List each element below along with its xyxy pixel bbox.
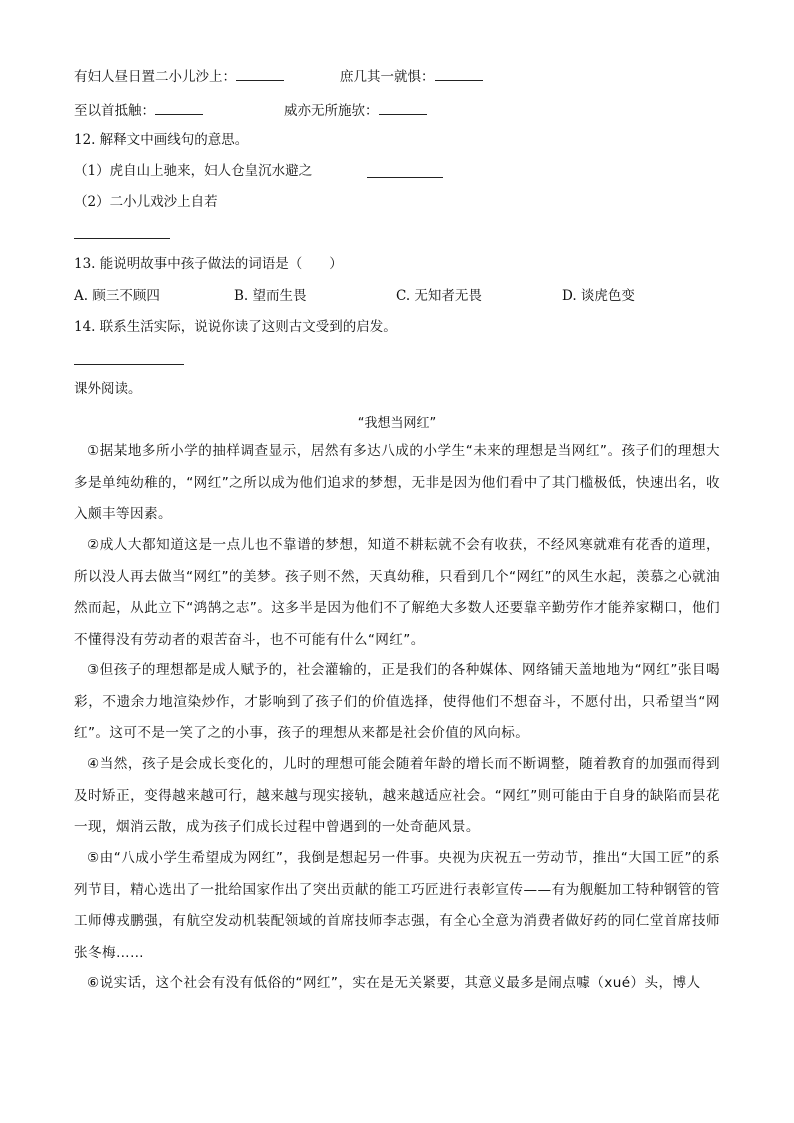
q12-sentence-2: （2）二小儿戏沙上自若 [74,194,218,210]
q12-answer-line-2[interactable] [74,238,170,239]
q13-option-b[interactable]: B. 望而生畏 [234,288,307,304]
q13-option-d[interactable]: D. 谈虎色变 [562,288,635,304]
q14-answer-line[interactable] [74,364,184,365]
answer-blank[interactable] [236,66,284,81]
q11-item-3 [74,100,203,120]
q11-item-2-text: 庶几其一就惧： [340,69,435,85]
q11-item-1-text: 有妇人昼日置二小儿沙上： [74,69,236,85]
q13-option-a[interactable]: A. 顾三不顾四 [74,288,160,304]
q11-item-2 [340,66,483,86]
q13-option-c[interactable]: C. 无知者无畏 [396,288,482,304]
q11-item-1 [74,66,284,86]
q11-item-4-text: 威亦无所施欤： [284,103,379,119]
q11-item-3-text: 至以首抵触： [74,103,155,119]
q11-item-4 [284,100,427,120]
answer-blank[interactable] [155,100,203,115]
article-paragraph-5: ⑤由“八成小学生希望成为网红”，我倒是想起另一件事。央视为庆祝五一劳动节，推出“大国工匠”的系列节目，精心选出了一批给国家作出了突出贡献的能工巧匠进行表彰宣传——有为舰艇加工特种钢管的管工师傅戎鹏强，有航空发动机装配领域的首席技师李志强，有全心全意为消费者做好药的同仁堂首席技师张冬梅…… [74,850,720,961]
q12-answer-line-1[interactable] [367,177,443,178]
q12-sentence-1: （1）虎自山上驰来，妇人仓皇沉水避之 [74,163,313,179]
q13-prompt: 13. 能说明故事中孩子做法的词语是（ ） [74,256,343,272]
article-paragraph-1: ①据某地多所小学的抽样调查显示，居然有多达八成的小学生“未来的理想是当网红”。孩子们的理想大多是单纯幼稚的，“网红”之所以成为他们追求的梦想，无非是因为他们看中了其门槛极低，快速出名，收入颇丰等因素。 [74,443,720,523]
q14-prompt: 14. 联系生活实际，说说你读了这则古文受到的启发。 [74,319,397,335]
article-paragraph-6: ⑥说实话，这个社会有没有低俗的“网红”，实在是无关紧要，其意义最多是闹点噱（xué）头，博人 [87,975,701,991]
article-title: “我想当网红” [357,416,437,431]
section-label: 课外阅读。 [74,381,142,397]
article-paragraph-3: ③但孩子的理想都是成人赋予的，社会灌输的，正是我们的各种媒体、网络铺天盖地地为“网红”张目喝彩，不遗余力地渲染炒作，才影响到了孩子们的价值选择，使得他们不想奋斗，不愿付出，只希望当“网红”。这可不是一笑了之的小事，孩子的理想从来都是社会价值的风向标。 [74,662,720,742]
q12-prompt: 12. 解释文中画线句的意思。 [74,132,249,148]
article-paragraph-2: ②成人大都知道这是一点儿也不靠谱的梦想，知道不耕耘就不会有收获，不经风寒就难有花香的道理，所以没人再去做当“网红”的美梦。孩子则不然，天真幼稚，只看到几个“网红”的风生水起，羡慕之心就油然而起，从此立下“鸿鹄之志”。这多半是因为他们不了解绝大多数人还要靠辛勤劳作才能养家糊口，他们不懂得没有劳动者的艰苦奋斗，也不可能有什么“网红”。 [74,537,720,648]
article-paragraph-4: ④当然，孩子是会成长变化的，儿时的理想可能会随着年龄的增长而不断调整，随着教育的加强而得到及时矫正，变得越来越可行，越来越与现实接轨，越来越适应社会。“网红”则可能由于自身的缺陷而昙花一现，烟消云散，成为孩子们成长过程中曾遇到的一处奇葩风景。 [74,756,720,836]
answer-blank[interactable] [435,66,483,81]
answer-blank[interactable] [379,100,427,115]
